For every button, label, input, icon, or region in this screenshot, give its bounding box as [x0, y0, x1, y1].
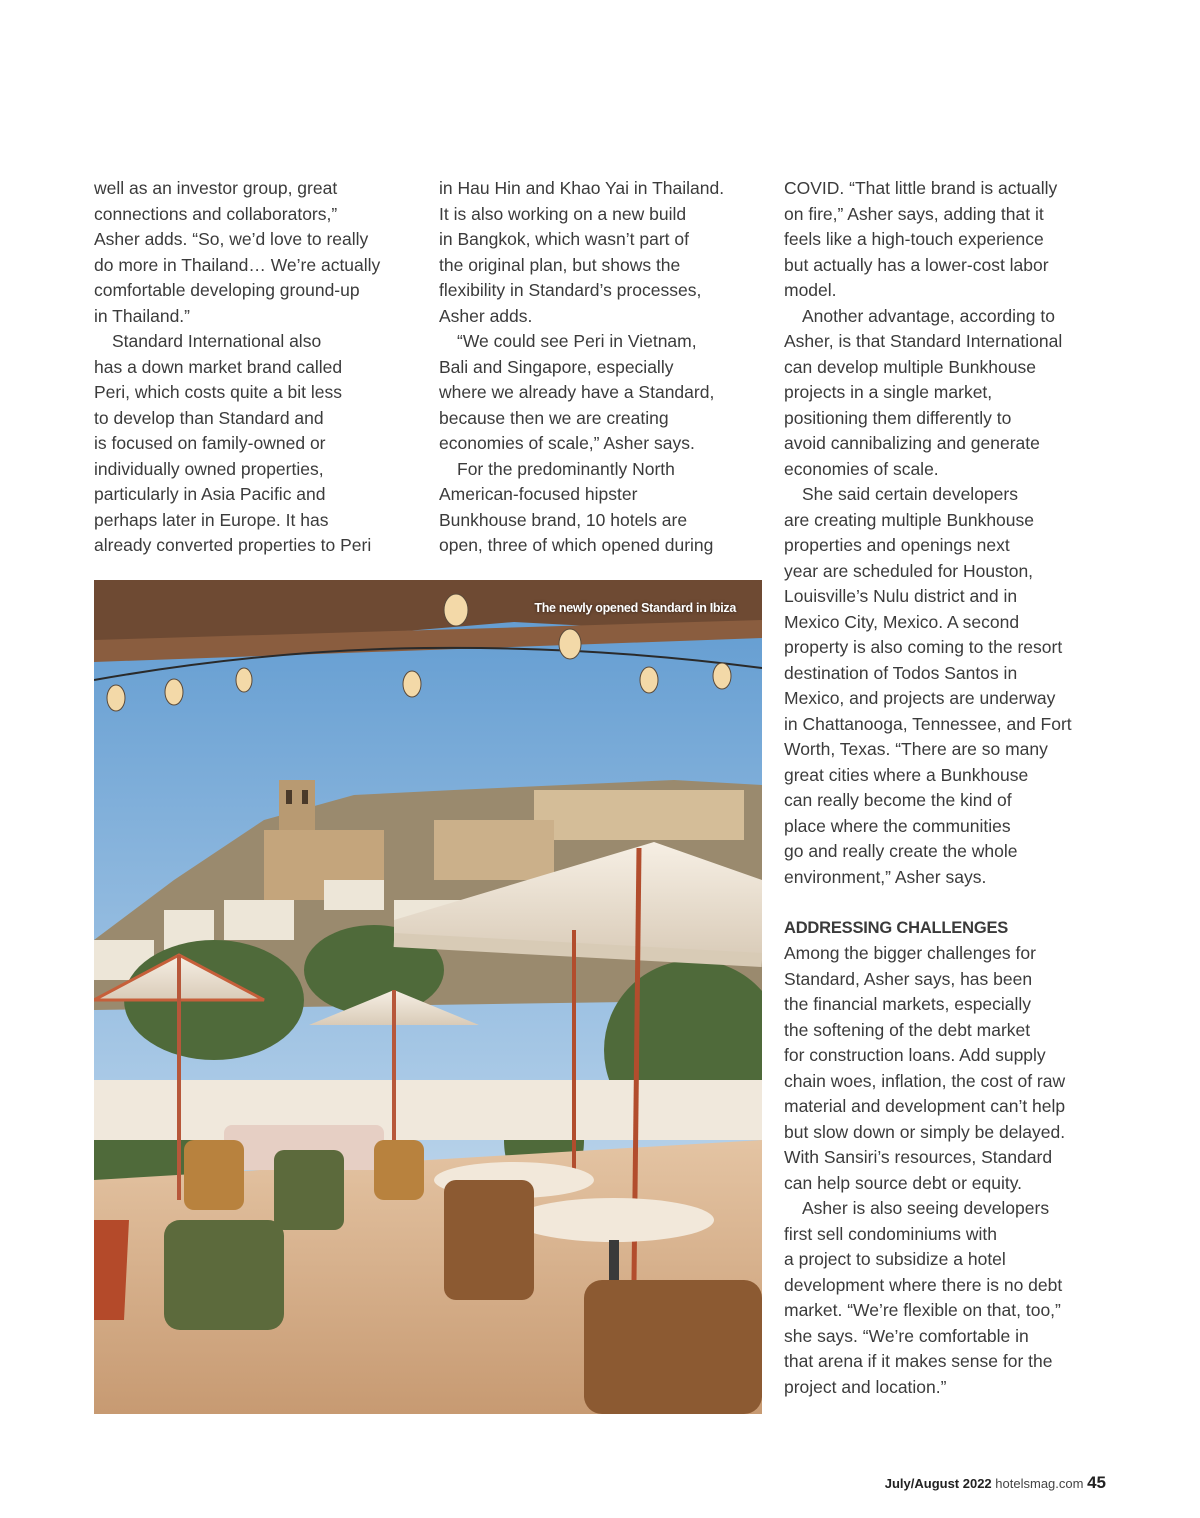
- text-line: great cities where a Bunkhouse: [784, 764, 1029, 785]
- text-line: For the predominantly North: [457, 458, 675, 479]
- text-line: on fire,” Asher says, adding that it: [784, 203, 1044, 224]
- text-line: in Bangkok, which wasn’t part of: [439, 229, 689, 249]
- text-line: avoid cannibalizing and generate: [784, 433, 1040, 453]
- text-line: projects in a single market,: [784, 382, 993, 402]
- text-line: do more in Thailand… We’re actually: [94, 254, 381, 275]
- text-line: environment,” Asher says.: [784, 866, 987, 887]
- text-line: feels like a high-touch experience: [784, 229, 1044, 249]
- text-line: project and location.”: [784, 1376, 947, 1397]
- text-line: are creating multiple Bunkhouse: [784, 509, 1035, 530]
- text-line: is focused on family-owned or: [94, 433, 326, 453]
- text-line: destination of Todos Santos in: [784, 662, 1018, 683]
- text-line: in Chattanooga, Tennessee, and Fort: [784, 713, 1072, 734]
- text-line: can really become the kind of: [784, 790, 1012, 810]
- text-line: material and development can’t help: [784, 1096, 1066, 1116]
- text-line: where we already have a Standard,: [439, 382, 715, 402]
- text-line: she says. “We’re comfortable in: [784, 1325, 1029, 1346]
- text-line: She said certain developers: [802, 484, 1018, 504]
- text-line: American-focused hipster: [439, 484, 638, 504]
- page-number: 45: [1087, 1473, 1106, 1492]
- text-line: perhaps later in Europe. It has: [94, 509, 329, 530]
- text-line: go and really create the whole: [784, 841, 1018, 861]
- text-line: Standard International also: [112, 331, 322, 351]
- text-line: market. “We’re flexible on that, too,”: [784, 1300, 1061, 1320]
- text-line: to develop than Standard and: [94, 407, 324, 428]
- text-line: Asher, is that Standard International: [784, 331, 1063, 351]
- text-line: but slow down or simply be delayed.: [784, 1121, 1066, 1142]
- text-line: development where there is no debt: [784, 1274, 1063, 1295]
- text-line: in Hau Hin and Khao Yai in Thailand.: [439, 178, 725, 198]
- text-line: economies of scale,” Asher says.: [439, 433, 695, 453]
- site-url: hotelsmag.com: [995, 1476, 1084, 1491]
- text-line: has a down market brand called: [94, 356, 343, 377]
- text-line: place where the communities: [784, 815, 1011, 836]
- text-line: comfortable developing ground-up: [94, 280, 360, 300]
- text-line: economies of scale.: [784, 458, 939, 479]
- text-line: well as an investor group, great: [94, 178, 338, 198]
- text-line: open, three of which opened during: [439, 535, 714, 555]
- text-line: Bunkhouse brand, 10 hotels are: [439, 509, 688, 530]
- section-heading: ADDRESSING CHALLENGES: [784, 918, 1009, 937]
- photo-illustration: [94, 580, 762, 1414]
- text-line: connections and collaborators,”: [94, 203, 338, 224]
- text-line: Louisville’s Nulu district and in: [784, 586, 1018, 606]
- text-line: Mexico City, Mexico. A second: [784, 611, 1020, 632]
- text-line: chain woes, inflation, the cost of raw: [784, 1070, 1066, 1091]
- text-line: the financial markets, especially: [784, 994, 1032, 1014]
- issue-date: July/August 2022: [884, 1476, 992, 1491]
- article-column-3: [784, 176, 1109, 1400]
- text-line: individually owned properties,: [94, 458, 324, 479]
- text-line: the softening of the debt market: [784, 1019, 1031, 1040]
- text-line: Worth, Texas. “There are so many: [784, 739, 1048, 759]
- text-line: Another advantage, according to: [802, 305, 1055, 326]
- text-line: first sell condominiums with: [784, 1223, 997, 1244]
- text-line: model.: [784, 280, 837, 300]
- text-line: the original plan, but shows the: [439, 254, 681, 275]
- text-line: Mexico, and projects are underway: [784, 688, 1056, 708]
- text-line: a project to subsidize a hotel: [784, 1249, 1006, 1269]
- text-line: With Sansiri’s resources, Standard: [784, 1147, 1053, 1167]
- text-line: Peri, which costs quite a bit less: [94, 382, 343, 402]
- photo-caption: The newly opened Standard in Ibiza: [534, 601, 736, 615]
- text-line: can develop multiple Bunkhouse: [784, 356, 1036, 377]
- text-line: Standard, Asher says, has been: [784, 968, 1033, 989]
- text-line: that arena if it makes sense for the: [784, 1351, 1053, 1371]
- text-line: COVID. “That little brand is actually: [784, 178, 1058, 198]
- text-line: properties and openings next: [784, 535, 1010, 555]
- text-line: Asher adds.: [439, 305, 533, 326]
- text-line: Asher is also seeing developers: [802, 1198, 1050, 1218]
- text-line: It is also working on a new build: [439, 203, 687, 224]
- text-line: “We could see Peri in Vietnam,: [457, 331, 697, 351]
- text-line: property is also coming to the resort: [784, 637, 1063, 657]
- text-line: can help source debt or equity.: [784, 1172, 1023, 1193]
- hotel-terrace-photo: [94, 580, 762, 1414]
- text-line: already converted properties to Peri: [94, 535, 372, 555]
- text-line: positioning them differently to: [784, 407, 1012, 428]
- text-line: in Thailand.”: [94, 305, 190, 326]
- text-line: particularly in Asia Pacific and: [94, 484, 326, 504]
- text-line: flexibility in Standard’s processes,: [439, 280, 702, 300]
- page-footer: [885, 1473, 1106, 1493]
- article-column-2: [439, 176, 764, 559]
- paragraph-gap: [784, 890, 1109, 916]
- text-line: for construction loans. Add supply: [784, 1045, 1046, 1065]
- text-line: Bali and Singapore, especially: [439, 356, 674, 377]
- text-line: year are scheduled for Houston,: [784, 560, 1034, 581]
- article-column-1: [94, 176, 419, 559]
- text-line: because then we are creating: [439, 407, 669, 428]
- text-line: Among the bigger challenges for: [784, 943, 1036, 963]
- text-line: Asher adds. “So, we’d love to really: [94, 229, 369, 249]
- text-line: but actually has a lower-cost labor: [784, 254, 1049, 275]
